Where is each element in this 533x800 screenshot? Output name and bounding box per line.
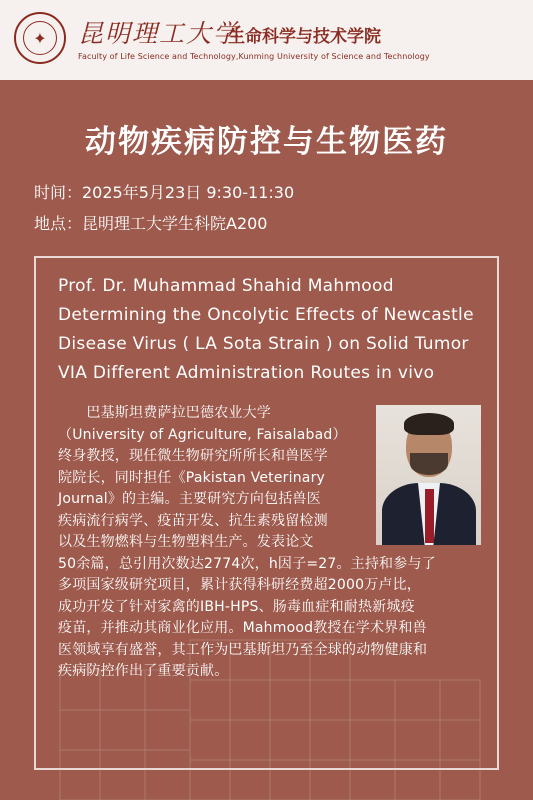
- bio-line: 疾病流行病学、疫苗开发、抗生素残留检测: [58, 512, 328, 529]
- event-title: 动物疾病防控与生物医药: [85, 124, 448, 160]
- bio-line: 院院长，同时担任《Pakistan Veterinary: [58, 469, 326, 486]
- bio-line: 成功开发了针对家禽的IBH-HPS、肠毒血症和耐热新城疫: [58, 598, 415, 615]
- university-name-cn: 昆明理工大学: [78, 19, 241, 48]
- bio-line: 终身教授，现任微生物研究所所长和兽医学: [58, 448, 328, 464]
- talk-info: [58, 272, 498, 388]
- talk-title-line-1: Determining the Oncolytic Effects of Newcastle: [58, 305, 474, 325]
- talk-title-line-2: Disease Virus ( LA Sota Strain ) on Solid Tumor: [58, 334, 469, 354]
- speaker-bio: [58, 403, 490, 683]
- bio-line: 以及生物燃料与生物塑料生产。发表论文: [58, 534, 314, 550]
- bio-line: 巴基斯坦费萨拉巴德农业大学: [58, 405, 271, 421]
- event-time: 时间：2025年5月23日 9:30-11:30: [34, 183, 295, 202]
- speaker-name: Prof. Dr. Muhammad Shahid Mahmood: [58, 276, 394, 296]
- bio-line: 50余篇，总引用次数达2774次，h因子=27。主持和参与了: [58, 555, 436, 572]
- talk-title-line-3: VIA Different Administration Routes in vivo: [58, 363, 435, 383]
- bio-line: （University of Agriculture, Faisalabad）: [58, 426, 347, 443]
- bio-line: 疫苗，并推动其商业化应用。Mahmood教授在学术界和兽: [58, 620, 427, 636]
- university-seal-icon: ✦: [14, 12, 66, 64]
- bio-line: 医领域享有盛誉，其工作为巴基斯坦乃至全球的动物健康和: [58, 641, 428, 658]
- event-location: 地点：昆明理工大学生科院A200: [34, 214, 268, 233]
- bio-line: 疾病防控作出了重要贡献。: [58, 663, 229, 679]
- bio-line: 多项国家级研究项目，累计获得科研经费超2000万卢比，: [58, 577, 422, 593]
- faculty-name-en: Faculty of Life Science and Technology,Kunming University of Science and Technology: [78, 52, 430, 61]
- bio-line: Journal》的主编。主要研究方向包括兽医: [58, 491, 321, 507]
- faculty-name-cn: 生命科学与技术学院: [228, 27, 381, 47]
- header-banner: [0, 0, 533, 80]
